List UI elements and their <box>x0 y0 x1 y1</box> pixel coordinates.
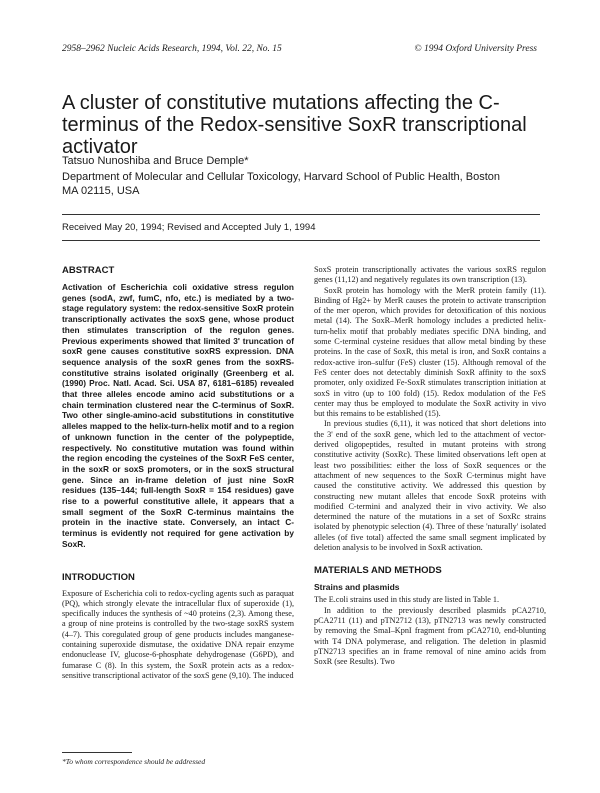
running-header-citation: 2958–2962 Nucleic Acids Research, 1994, Vol. 22, No. 15 <box>62 44 282 54</box>
left-column <box>62 265 294 681</box>
methods-paragraph: The E.coli strains used in this study are listed in Table 1. <box>314 595 500 605</box>
correspondence-footnote: *To whom correspondence should be addressed <box>62 757 206 766</box>
author-names: Tatsuo Nunoshiba and Bruce Demple* <box>62 155 249 167</box>
introduction-section <box>62 572 294 682</box>
introduction-heading: INTRODUCTION <box>62 571 135 583</box>
divider-bottom <box>62 240 540 241</box>
body-paragraph: SoxR protein has homology with the MerR protein family (11). Binding of Hg2+ by MerR causes the protein to activate transcription of the mer operon, which provides for detoxification of this noxious metal (14). The SoxR–MerR homology includes a predicted helix-turn-helix motif that probably mediates specific DNA binding, and some C-terminal cysteine residues that allow metal binding by these proteins. In the case of SoxR, this metal is iron, and SoxR contains a redox-active iron–sulfur (FeS) cluster (15). Although removal of the FeS center does not detectably diminish SoxR affinity to the soxS promoter, only oxidized Fe-SoxR stimulates transcription initiation at soxS in vitro (up to 100 fold) (15). Redox modulation of the FeS center may thus be employed to modulate the SoxR activity in vivo but this remains to be established (15). <box>314 285 546 419</box>
running-header-copyright: © 1994 Oxford University Press <box>414 44 537 54</box>
abstract-text: Activation of Escherichia coli oxidative stress regulon genes (sodA, zwf, fumC, nfo, etc.) is mediated by a two-stage regulatory system: the redox-sensitive SoxR protein transcriptionally activates the soxS gene, whose product then stimulates transcription of the regulon genes. Previous experiments showed that limited 3' truncation of soxR gene causes constitutive soxRS expression. DNA sequence analysis of the soxR genes from the soxRS-constitutive strains isolated originally (Greenberg et al. (1990) Proc. Natl. Acad. Sci. USA 87, 6181–6185) revealed that three alleles encode amino acid substitutions or a chain termination clustered near the C-terminus of SoxR. Two other single-amino-acid substitutions in constitutive alleles mapped to the helix-turn-helix motif and to a region of unknown function in the center of the polypeptide, respectively. No constitutive mutation was found within the region encoding the cysteines of the SoxR FeS center, in the soxR or soxS promoters, or in the soxS structural gene. Since an in-frame deletion of just nine SoxR residues (135–144; full-length SoxR = 154 residues) gave rise to a powerful constitutive allele, it appears that a small segment of the SoxR C-terminus maintains the protein in the inactive state. Conversely, an intact C-terminus is evidently not required for gene activation by SoxR. <box>62 282 294 549</box>
received-dates: Received May 20, 1994; Revised and Accepted July 1, 1994 <box>62 222 316 233</box>
methods-section <box>314 565 546 667</box>
methods-paragraph: In addition to the previously described plasmids pCA2710, pCA2711 (11) and pTN2712 (13), pTN2713 was newly constructed by removing the SmaI–KpnI fragment from pCA2710, end-blunting with T4 DNA polymerase, and religation. The deletion in plasmid pTN2713 specifies an in frame removal of nine amino acids from SoxR (see Results). Two <box>314 605 546 667</box>
divider-top <box>62 214 540 215</box>
body-paragraph: SoxS protein transcriptionally activates the various soxRS regulon genes (11,12) and negatively regulates its own transcription (13). <box>314 265 546 285</box>
introduction-paragraph: Exposure of Escherichia coli to redox-cycling agents such as paraquat (PQ), which strongly elevate the intracellular flux of superoxide (1), specifically induces the synthesis of ~40 proteins (2,3). Among these, a group of nine proteins is controlled by the two-stage soxRS system (4–7). This coregulated group of gene products includes manganese-containing superoxide dismutase, the oxidative DNA repair enzyme endonuclease IV, glucose-6-phosphate dehydrogenase (G6PD), and fumarase C (8). In this system, the SoxR protein acts as a redox-sensitive transcriptional activator of the soxS gene (9,10). The induced <box>62 588 294 680</box>
right-column <box>314 265 546 667</box>
author-affiliation: Department of Molecular and Cellular Toxicology, Harvard School of Public Health, Boston MA 02115, USA <box>62 171 500 197</box>
methods-heading: MATERIALS AND METHODS <box>314 565 442 577</box>
author-block <box>62 154 542 198</box>
abstract-heading: ABSTRACT <box>62 265 115 276</box>
article-title: A cluster of constitutive mutations affecting the C-terminus of the Redox-sensitive SoxR transcriptional activator <box>62 92 527 158</box>
methods-subheading: Strains and plasmids <box>314 582 400 593</box>
body-paragraph: In previous studies (6,11), it was noticed that short deletions into the 3' end of the soxR gene, which led to the attachment of vector-derived oligopeptides, resulted in mutant proteins with strong constitutive activity (SoxRc). These limited observations left open at least two possibilities: either the loss of SoxR sequences or the attachment of new sequences to the SoxR C-terminus might have caused the constitutive activity. We addressed this question by constructing new mutant alleles that encode SoxR proteins with modified C-termini and analyzed their in vivo activity. We also determined the nature of the mutations in a set of SoxRc strains isolated by phenotypic selection (4). Three of these 'naturally' isolated alleles (of five total) affected the same small segment implicated by deletion analysis to be involved in SoxR activation. <box>314 419 546 553</box>
footnote-divider <box>62 752 132 753</box>
abstract-section <box>62 265 294 550</box>
